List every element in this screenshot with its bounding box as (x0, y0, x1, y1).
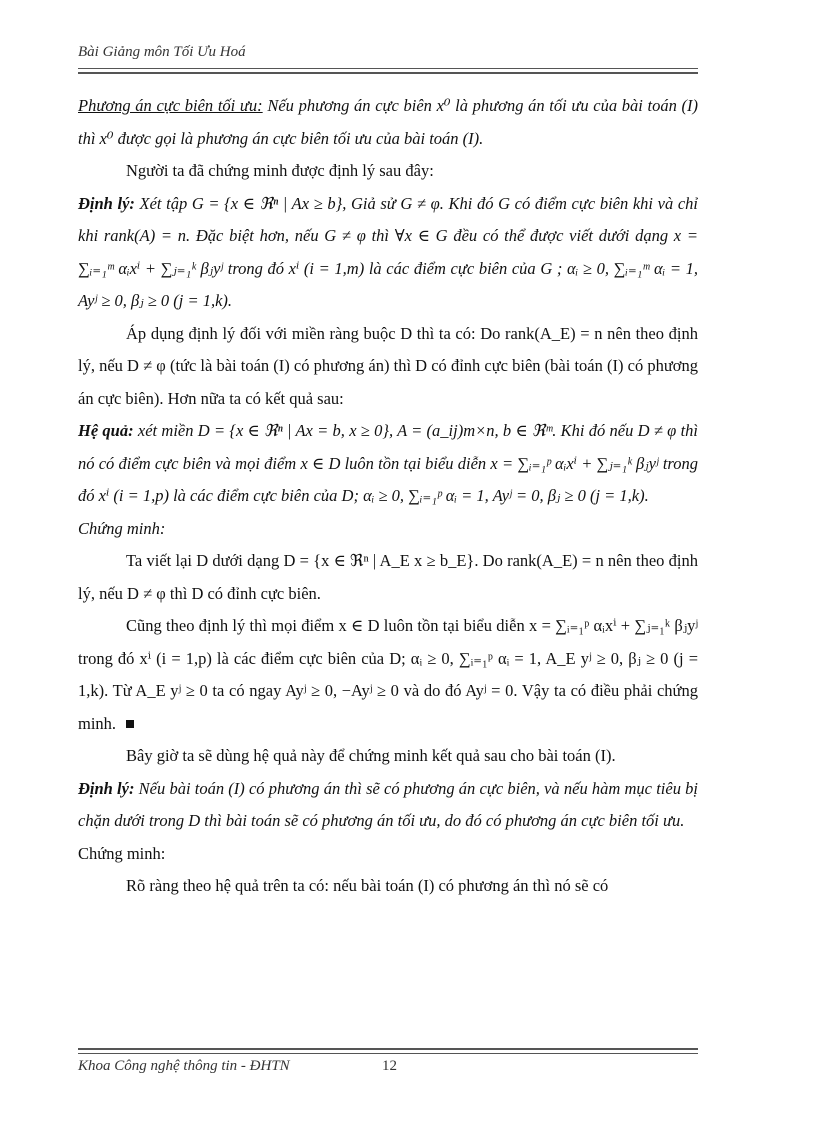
theorem-2 (78, 773, 698, 838)
intro-paragraph: Người ta đã chứng minh được định lý sau đây: (126, 161, 434, 180)
header-rule (78, 68, 698, 69)
definition-text: Nếu phương án cực biên x⁰ là phương án tối ưu của bài toán (I) thì x⁰ được gọi là phương án cực biên tối ưu của bài toán (I). (78, 96, 698, 148)
proof-1-paragraph-2-text: Cũng theo định lý thì mọi điểm x ∈ D luôn tồn tại biểu diễn x = ∑ᵢ₌₁ᵖ αᵢxⁱ + ∑ⱼ₌₁ᵏ βⱼyʲ trong đó xⁱ (i = 1,p) là các điểm cực biên của D; αᵢ ≥ 0, ∑ᵢ₌₁ᵖ αᵢ = 1, A_E yʲ ≥ 0, βⱼ ≥ 0 (j = 1,k). Từ A_E yʲ ≥ 0 ta có ngay Ayʲ ≥ 0, −Ayʲ ≥ 0 và do đó Ayʲ = 0. Vậy ta có điều phải chứng minh. (78, 616, 698, 733)
proof-1-label: Chứng minh: (78, 518, 166, 538)
proof-2-paragraph: Rõ ràng theo hệ quả trên ta có: nếu bài toán (I) có phương án thì nó sẽ có (126, 876, 609, 895)
qed-square-icon (126, 720, 134, 728)
theorem-2-label: Định lý: (78, 778, 135, 798)
header-rule-double (78, 72, 698, 74)
page-number: 12 (382, 1058, 397, 1074)
corollary-label: Hệ quả: (78, 421, 134, 440)
theorem-1 (78, 188, 698, 318)
footer-rule-double (78, 1048, 698, 1050)
header-title: Bài Giảng môn Tối Ưu Hoá (78, 44, 246, 60)
footer-rule (78, 1053, 698, 1054)
application-paragraph: Áp dụng định lý đối với miền ràng buộc D thì ta có: Do rank(A_E) = n nên theo định lý, nếu D ≠ φ (tức là bài toán (I) có phương án) thì D có đỉnh cực biên (bài toán (I) có phương án cực biên). Hơn nữa ta có kết quả sau: (78, 323, 698, 408)
definition-term: Phương án cực biên tối ưu: (78, 96, 263, 115)
corollary-text: xét miền D = {x ∈ ℜⁿ | Ax = b, x ≥ 0}, A = (a_ij)m×n, b ∈ ℜᵐ. Khi đó nếu D ≠ φ thì nó có điểm cực biên và mọi điểm x ∈ D luôn tồn tại biểu diễn x = ∑ᵢ₌₁ᵖ αᵢxⁱ + ∑ⱼ₌₁ᵏ βⱼyʲ trong đó xⁱ (i = 1,p) là các điểm cực biên của D; αᵢ ≥ 0, ∑ᵢ₌₁ᵖ αᵢ = 1, Ayʲ = 0, βⱼ ≥ 0 (j = 1,k). (78, 421, 698, 505)
proof-1-paragraph-1: Ta viết lại D dưới dạng D = {x ∈ ℜⁿ | A_E x ≥ b_E}. Do rank(A_E) = n nên theo định lý, nếu D ≠ φ thì D có đỉnh cực biên. (78, 551, 698, 603)
theorem-1-text: Xét tập G = {x ∈ ℜⁿ | Ax ≥ b}, Giả sử G ≠ φ. Khi đó G có điểm cực biên khi và chỉ khi rank(A) = n. Đặc biệt hơn, nếu G ≠ φ thì ∀x ∈ G đều có thể được viết dưới dạng x = ∑ᵢ₌₁ᵐ αᵢxⁱ + ∑ⱼ₌₁ᵏ βⱼyʲ trong đó xⁱ (i = 1,m) là các điểm cực biên của G ; αᵢ ≥ 0, ∑ᵢ₌₁ᵐ αᵢ = 1, Ayʲ ≥ 0, βⱼ ≥ 0 (j = 1,k). (78, 193, 699, 310)
theorem-1-label: Định lý: (78, 193, 135, 213)
footer-department: Khoa Công nghệ thông tin - ĐHTN (78, 1058, 290, 1074)
page-header (78, 44, 698, 61)
page-footer (78, 1058, 698, 1075)
corollary (78, 415, 698, 513)
transition-paragraph: Bây giờ ta sẽ dùng hệ quả này để chứng minh kết quả sau cho bài toán (I). (126, 746, 616, 765)
definition-paragraph (78, 90, 698, 155)
theorem-2-text: Nếu bài toán (I) có phương án thì sẽ có phương án cực biên, và nếu hàm mục tiêu bị chặn dưới trong D thì bài toán sẽ có phương án tối ưu, do đó có phương án cực biên tối ưu. (78, 778, 698, 830)
page-body (78, 90, 698, 903)
proof-2-label: Chứng minh: (78, 843, 166, 863)
proof-1-paragraph-2 (78, 610, 698, 740)
